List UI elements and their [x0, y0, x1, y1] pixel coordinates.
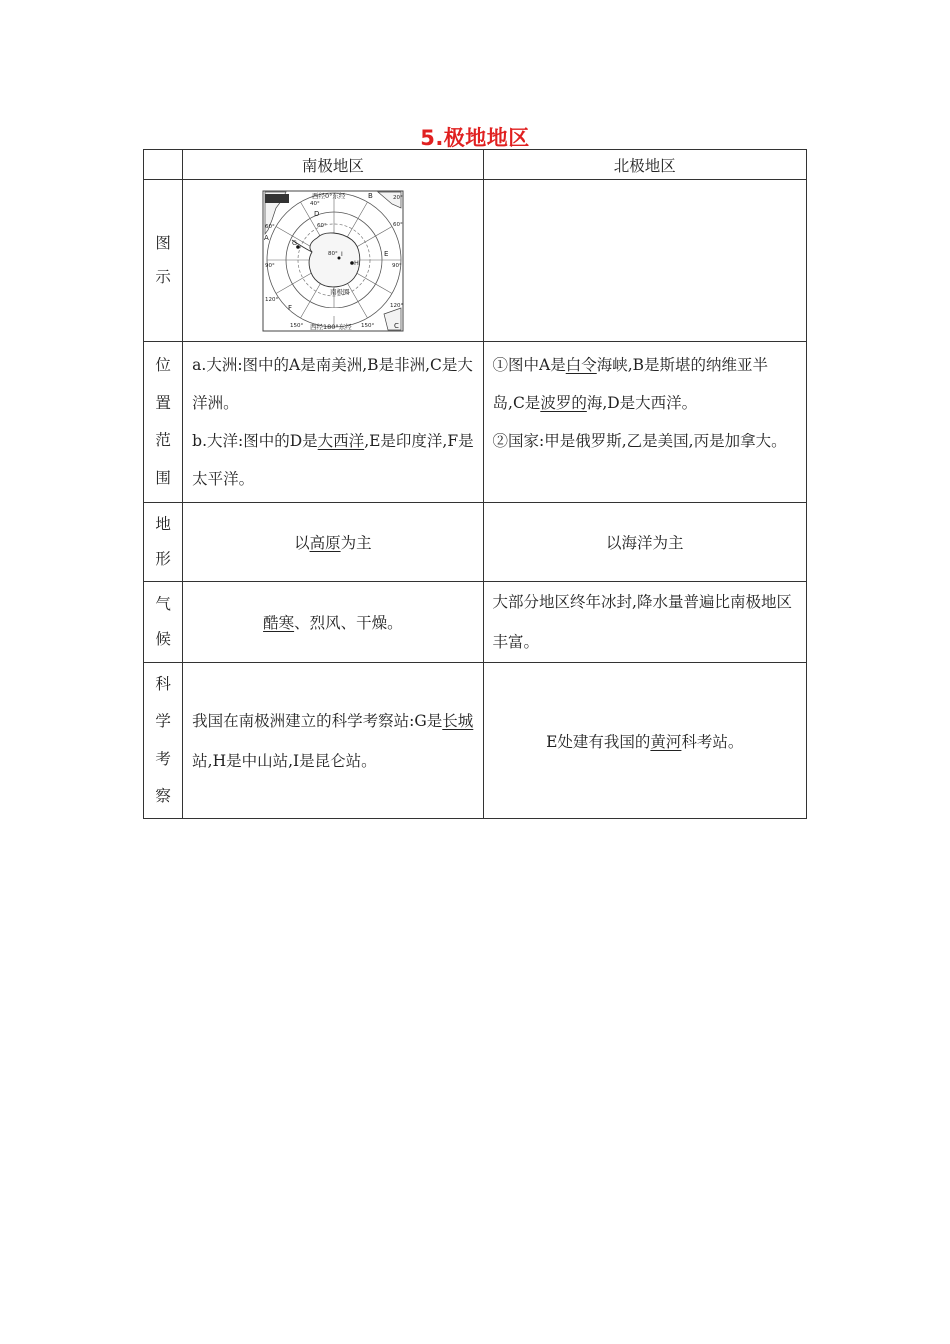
position-south-b: b.大洋:图中的D是大西洋,E是印度洋,F是太平洋。: [192, 432, 474, 488]
map-deg-90-right: 90°: [391, 263, 402, 269]
map-top-label: 西经0°东经: [311, 192, 346, 200]
climate-north: 大部分地区终年冰封,降水量普遍比南极地区丰富。: [483, 582, 806, 663]
position-south: [183, 342, 483, 503]
map-letter-c: C: [393, 322, 399, 330]
comparison-table: [143, 149, 807, 819]
terrain-south: 以高原为主: [183, 503, 483, 582]
terrain-north: 以海洋为主: [483, 503, 806, 582]
map-letter-h: H: [353, 259, 359, 267]
position-label: 位 置 范 围: [144, 342, 183, 503]
science-label: 科 学 考 察: [144, 663, 183, 819]
position-north: [483, 342, 806, 503]
climate-label: 气 候: [144, 582, 183, 663]
header-empty-cell: [144, 150, 183, 180]
position-north-p2: ②国家:甲是俄罗斯,乙是美国,丙是加拿大。: [492, 432, 787, 450]
science-row: [144, 663, 807, 819]
position-north-p1: ①图中A是白令海峡,B是斯堪的纳维亚半岛,C是波罗的海,D是大西洋。: [492, 356, 769, 412]
map-circle-label: 南极圈: [329, 288, 350, 296]
science-north: E处建有我国的黄河科考站。: [483, 663, 806, 819]
map-deg-40: 40°: [309, 201, 320, 207]
figure-label: 图 示: [144, 180, 183, 342]
map-deg-120-left: 120°: [264, 297, 279, 303]
map-deg-60-inner: 60°: [316, 223, 327, 229]
position-row: [144, 342, 807, 503]
map-deg-20: 20°: [392, 195, 403, 201]
terrain-row: [144, 503, 807, 582]
map-letter-b: B: [367, 192, 373, 200]
map-deg-150-left: 150°: [289, 323, 304, 329]
science-south: 我国在南极洲建立的科学考察站:G是长城站,H是中山站,I是昆仑站。: [183, 663, 483, 819]
north-map-cell: [483, 180, 806, 342]
map-letter-i: I: [340, 251, 343, 258]
figure-row: [144, 180, 807, 342]
antarctica-map: [262, 190, 404, 332]
header-north: 北极地区: [483, 150, 806, 180]
map-letter-d: D: [313, 210, 320, 218]
map-letter-f: F: [287, 304, 292, 312]
climate-row: [144, 582, 807, 663]
position-south-a: a.大洲:图中的A是南美洲,B是非洲,C是大洋洲。: [192, 356, 473, 412]
map-deg-60-left: 60°: [264, 224, 275, 230]
map-deg-60-right: 60°: [392, 222, 403, 228]
map-deg-90-left: 90°: [264, 263, 275, 269]
page-title: 5.极地地区: [420, 126, 530, 150]
map-bottom-label: 西经180°东经: [309, 323, 352, 331]
climate-south: 酷寒、烈风、干燥。: [183, 582, 483, 663]
map-letter-a: A: [263, 234, 269, 242]
map-letter-e: E: [383, 250, 389, 258]
terrain-label: 地 形: [144, 503, 183, 582]
header-south: 南极地区: [183, 150, 483, 180]
map-deg-120-right: 120°: [389, 303, 404, 309]
map-deg-80: 80°: [327, 251, 338, 257]
header-row: [144, 150, 807, 180]
map-letter-g: G: [291, 239, 297, 247]
south-map-cell: [183, 180, 483, 342]
map-deg-150-right: 150°: [360, 323, 375, 329]
